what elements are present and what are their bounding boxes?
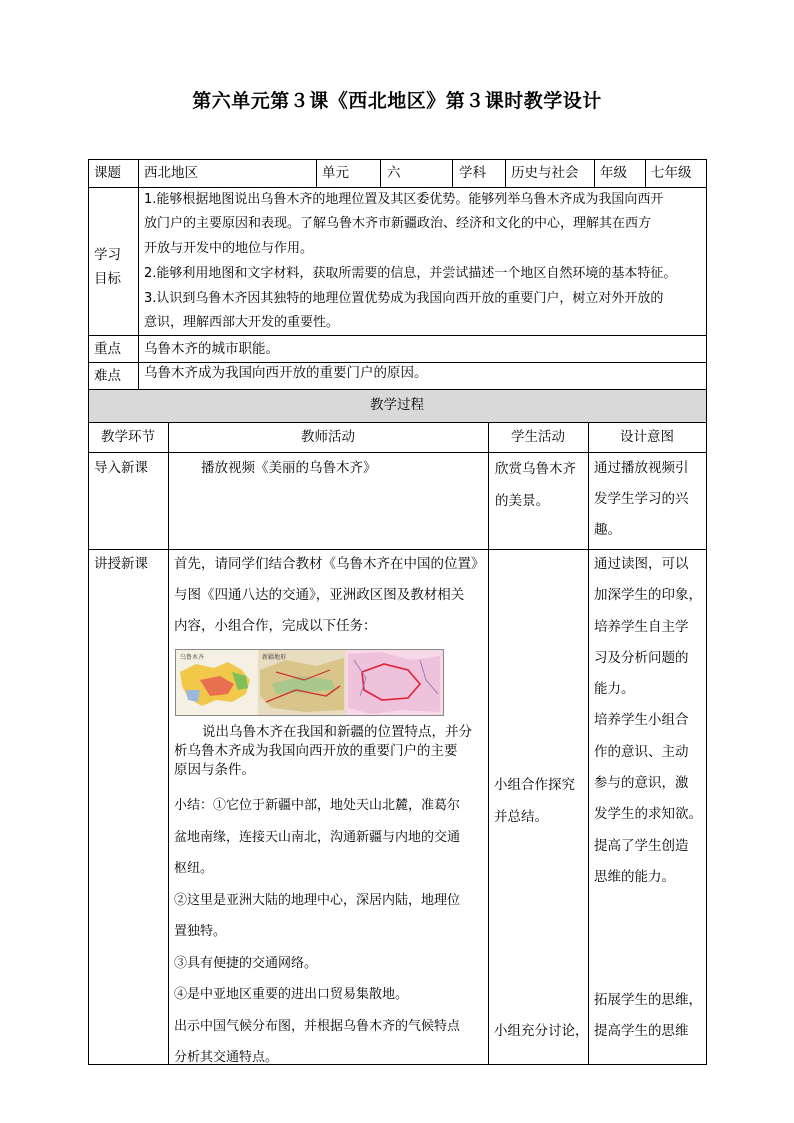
map-figure-svg <box>176 650 443 715</box>
text-line: 提高学生的思维 <box>594 1023 689 1039</box>
text-line: 盆地南缘，连接天山南北，沟通新疆与内地的交通 <box>174 829 461 845</box>
text-line: ②这里是亚洲大陆的地理中心，深居内陆，地理位 <box>174 892 461 908</box>
table-border-left <box>88 159 89 1065</box>
topic-value: 西北地区 <box>144 165 198 181</box>
column-header-stage: 教学环节 <box>101 429 155 445</box>
goals-line: 意识，理解西部大开发的重要性。 <box>144 315 340 330</box>
goals-label-line: 学习 <box>94 247 121 263</box>
col-divider <box>505 159 506 187</box>
text-line: 出示中国气候分布图，并根据乌鲁木齐的气候特点 <box>174 1018 461 1034</box>
goals-line: 开放与开发中的地位与作用。 <box>144 241 314 256</box>
col-divider <box>452 159 453 187</box>
table-border-right <box>706 159 707 1065</box>
text-line: 通过读图，可以 <box>594 556 689 572</box>
text-line: 分析其交通特点。 <box>174 1050 279 1065</box>
grade-value: 七年级 <box>651 165 692 181</box>
goals-line: 1.能够根据地图说出乌鲁木齐的地理位置及其区委优势。能够列举乌鲁木齐成为我国向西开 <box>144 192 664 207</box>
text-line: 说出乌鲁木齐在我国和新疆的位置特点，并分 <box>202 724 472 740</box>
intro-student-activity <box>495 453 576 517</box>
text-line: 枢纽。 <box>174 861 214 876</box>
row-divider <box>88 362 707 363</box>
text-line: 习及分析问题的 <box>594 649 689 666</box>
key-point-value: 乌鲁木齐的城市职能。 <box>144 341 279 357</box>
text-line: 的美景。 <box>495 493 549 509</box>
difficulty-label: 难点 <box>94 368 121 384</box>
lecture-design-intent-2 <box>594 985 702 1047</box>
document-title: 第六单元第３课《西北地区》第３课时教学设计 <box>192 90 602 112</box>
key-point-label: 重点 <box>94 341 121 357</box>
col-divider <box>588 422 589 1065</box>
row-divider <box>88 389 707 390</box>
text-line: 发学生的求知欲。 <box>594 806 702 823</box>
lecture-teacher-block-3 <box>174 790 486 1074</box>
row-divider <box>88 422 707 423</box>
lecture-teacher-block-1 <box>174 549 486 642</box>
goals-label <box>94 243 121 291</box>
text-line: 拓展学生的思维， <box>594 992 702 1008</box>
row-divider <box>88 335 707 336</box>
goals-label-line: 目标 <box>94 271 121 287</box>
intro-design-intent <box>594 453 689 546</box>
subject-value: 历史与社会 <box>511 165 579 181</box>
column-header-teacher: 教师活动 <box>301 429 355 445</box>
map2-label: 新疆地形 <box>262 654 287 661</box>
col-divider <box>488 422 489 1065</box>
unit-label: 单元 <box>322 165 349 181</box>
text-line: 趣。 <box>594 522 621 538</box>
text-line: 提高了学生创造 <box>594 837 689 854</box>
lecture-student-activity <box>494 769 575 833</box>
lecture-teacher-block-2 <box>174 723 486 780</box>
goals-line: 3.认识到乌鲁木齐因其独特的地理位置优势成为我国向西开放的重要门户，树立对外开放的 <box>144 291 664 306</box>
goals-line: 2.能够利用地图和文字材料，获取所需要的信息，并尝试描述一个地区自然环境的基本特征。 <box>144 266 677 281</box>
text-line: 并总结。 <box>494 809 548 825</box>
column-header-intent: 设计意图 <box>620 429 674 445</box>
text-line: 培养学生小组合 <box>594 712 689 729</box>
map-figure <box>175 649 444 716</box>
text-line: 首先，请同学们结合教材《乌鲁木齐在中国的位置》 <box>174 556 485 572</box>
text-line: 加深学生的印象， <box>594 587 702 604</box>
lecture-student-activity-2: 小组充分讨论， <box>494 1023 589 1039</box>
table-border-top <box>88 159 707 160</box>
process-header: 教学过程 <box>370 397 424 413</box>
grade-label: 年级 <box>600 165 627 181</box>
col-divider <box>138 159 139 389</box>
text-line: ③具有便捷的交通网络。 <box>174 955 318 971</box>
lecture-stage: 讲授新课 <box>94 556 148 572</box>
text-line: 参与的意识，激 <box>594 775 689 792</box>
text-line: 通过播放视频引 <box>594 460 689 476</box>
text-line: 小结：①它位于新疆中部，地处天山北麓，准葛尔 <box>174 798 461 813</box>
text-line: 析乌鲁木齐成为我国向西开放的重要门户的主要 <box>174 743 458 759</box>
col-divider <box>645 159 646 187</box>
map-region-shape <box>348 652 440 714</box>
text-line: ④是中亚地区重要的进出口贸易集散地。 <box>174 987 409 1002</box>
intro-teacher-activity: 播放视频《美丽的乌鲁木齐》 <box>201 460 377 476</box>
goals-content <box>144 188 704 335</box>
goals-line: 放门户的主要原因和表现。了解乌鲁木齐市新疆政治、经济和文化的中心，理解其在西方 <box>144 216 652 231</box>
col-divider <box>168 422 169 1065</box>
unit-value: 六 <box>387 165 401 181</box>
text-line: 小组合作探究 <box>494 777 575 793</box>
difficulty-value: 乌鲁木齐成为我国向西开放的重要门户的原因。 <box>144 365 428 381</box>
text-line: 能力。 <box>594 681 635 698</box>
col-divider <box>380 159 381 187</box>
lecture-design-intent <box>594 549 702 893</box>
map1-label: 乌鲁木齐 <box>180 654 205 661</box>
intro-stage: 导入新课 <box>94 460 148 476</box>
text-line: 原因与条件。 <box>174 762 255 778</box>
text-line: 作的意识、主动 <box>594 743 689 760</box>
col-divider <box>594 159 595 187</box>
topic-label: 课题 <box>94 165 121 181</box>
text-line: 置独特。 <box>174 924 227 939</box>
text-line: 发学生学习的兴 <box>594 491 689 507</box>
text-line: 思维的能力。 <box>594 868 675 885</box>
text-line: 欣赏乌鲁木齐 <box>495 461 576 477</box>
column-header-student: 学生活动 <box>511 429 565 445</box>
text-line: 与图《四通八达的交通》，亚洲政区图及教材相关 <box>174 587 465 603</box>
col-divider <box>316 159 317 187</box>
text-line: 培养学生自主学 <box>594 618 689 635</box>
subject-label: 学科 <box>459 165 486 181</box>
text-line: 内容，小组合作，完成以下任务： <box>174 618 377 634</box>
